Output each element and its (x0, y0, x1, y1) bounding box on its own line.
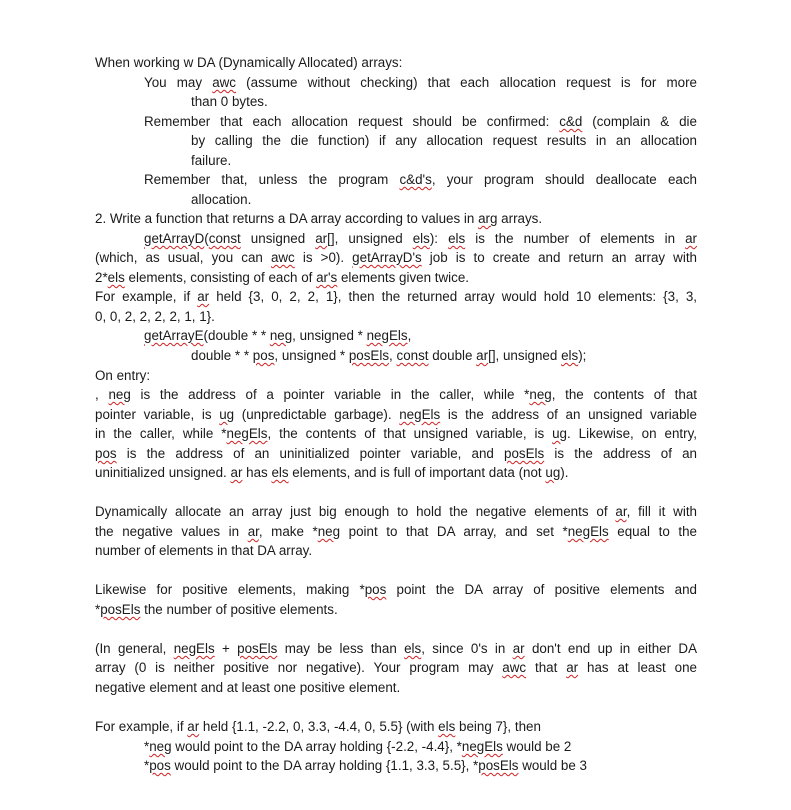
spellcheck-word: ug (219, 407, 235, 422)
text-line-cd-2 (191, 131, 697, 151)
text-line-dealloc-2 (191, 190, 251, 210)
text-line-getD-2 (95, 248, 697, 268)
spellcheck-word: negEls (173, 641, 215, 656)
text-line-ex1-2 (95, 307, 215, 327)
text-run: Remember that each allocation request should be confirmed: (144, 114, 560, 129)
spellcheck-word: arg (478, 211, 498, 226)
text-line-getE-2 (191, 346, 586, 366)
spellcheck-word: c&d's (399, 172, 432, 187)
spellcheck-word: els (438, 719, 456, 734)
text-run: , unsigned * (274, 348, 349, 363)
spellcheck-word: els (412, 231, 430, 246)
text-run: is >0). (294, 250, 353, 265)
spellcheck-word: pos (149, 758, 171, 773)
spellcheck-word: negEls (366, 328, 408, 343)
text-line-dyn-1 (95, 502, 697, 522)
text-run: (complain & die (582, 114, 697, 129)
text-run: would be 2 (502, 739, 572, 754)
spellcheck-word: neg (317, 524, 341, 539)
text-run: elements, and is full of important data (not (288, 465, 546, 480)
spellcheck-word: posEls (478, 758, 519, 773)
spellcheck-word: negEls (461, 739, 503, 754)
text-run: + (214, 641, 238, 656)
text-run: than 0 bytes. (191, 94, 268, 109)
text-run: failure. (191, 153, 232, 168)
text-run: (double * * (203, 328, 270, 343)
text-run: the negative values in (95, 524, 248, 539)
text-run: 0, 0, 2, 2, 2, 2, 1, 1}. (95, 309, 215, 324)
text-run: unsigned (240, 231, 316, 246)
text-line-entry-2 (95, 405, 697, 425)
text-run: Dynamically allocate an array just big enough to hold the negative elements of (95, 504, 616, 519)
spellcheck-word: getArrayD (144, 231, 205, 246)
text-run: , (407, 328, 412, 343)
text-run: in the caller, while * (95, 426, 227, 441)
text-line-dyn-3 (95, 541, 312, 561)
spellcheck-word: ar (187, 719, 200, 734)
text-run: array (0 is neither positive nor negative). Your program may (95, 660, 503, 675)
spellcheck-word: negEls (567, 524, 609, 539)
text-run: , the contents of that unsigned variable, is (267, 426, 553, 441)
text-run: , since 0's in (421, 641, 513, 656)
spellcheck-word: awc (502, 660, 527, 675)
text-run: the number of positive elements. (140, 602, 338, 617)
spellcheck-word: posEls (100, 602, 141, 617)
text-run: would point to the DA array holding {-2.2, -4.4}, * (171, 739, 462, 754)
spellcheck-word: ar (566, 660, 579, 675)
text-line-awc-2 (191, 92, 268, 112)
spellcheck-word: ar (615, 504, 627, 519)
spellcheck-word: ug (552, 426, 567, 441)
spellcheck-word: neg (269, 328, 293, 343)
spellcheck-word: ar (476, 348, 489, 363)
text-line-entry-1 (95, 385, 697, 405)
text-run: Likewise for positive elements, making * (95, 582, 365, 597)
text-line-getD-3 (95, 268, 469, 288)
text-run: would be 3 (518, 758, 587, 773)
text-line-ex1-1 (95, 287, 697, 307)
text-run: allocation. (191, 192, 252, 207)
spellcheck-word: ar's (316, 270, 338, 285)
spellcheck-word: getArrayE (144, 328, 204, 343)
text-run: Remember that, unless the program (144, 172, 400, 187)
text-run: [], unsigned (488, 348, 562, 363)
text-run: is the address of a pointer variable in the caller, while * (130, 387, 530, 402)
text-run: elements, consisting of each of (124, 270, 317, 285)
spellcheck-word: els (561, 348, 579, 363)
text-run: has (242, 465, 272, 480)
text-line-ex2-1 (144, 737, 571, 757)
spellcheck-word: pos (95, 446, 117, 461)
spellcheck-word: const (396, 348, 429, 363)
spellcheck-word: els (107, 270, 125, 285)
text-run: When working w DA (Dynamically Allocated) arrays: (95, 55, 403, 70)
text-run: is the address of an (544, 446, 698, 461)
spellcheck-word: c&d (559, 114, 583, 129)
text-run: uninitialized unsigned. (95, 465, 231, 480)
text-run: is the number of elements in (465, 231, 686, 246)
spellcheck-word: els (448, 231, 466, 246)
text-run: held {1.1, -2.2, 0, 3.3, -4.4, 0, 5.5} (with (199, 719, 439, 734)
spellcheck-word: ar (685, 231, 697, 246)
text-run: would point to the DA array holding {1.1, 3.3, 5.5}, * (170, 758, 479, 773)
spellcheck-word: neg (149, 739, 172, 754)
spellcheck-word: negEls (226, 426, 268, 441)
text-run: number of elements in that DA array. (95, 543, 313, 558)
spellcheck-word: neg (529, 387, 552, 402)
text-run: [], unsigned (327, 231, 413, 246)
text-run: equal to the (608, 524, 697, 539)
spellcheck-word: ug (545, 465, 561, 480)
text-run: arrays. (497, 211, 543, 226)
text-line-cd-3 (191, 151, 231, 171)
text-run: (which, as usual, you can (95, 250, 271, 265)
spellcheck-word: ar (247, 524, 259, 539)
text-line-like-1 (95, 580, 697, 600)
spellcheck-word: posEls (348, 348, 390, 363)
text-line-entry-0 (95, 366, 150, 386)
spellcheck-word: posEls (504, 446, 545, 461)
text-run: (assume without checking) that each allocation request is for more (236, 75, 697, 90)
text-run: For example, if (95, 289, 198, 304)
text-run: point to that DA array, and set * (340, 524, 568, 539)
text-run: ). (560, 465, 569, 480)
spellcheck-word: pos (252, 348, 275, 363)
spellcheck-word: ar (197, 289, 210, 304)
text-run: (unpredictable garbage). (234, 407, 400, 422)
spellcheck-word: pos (364, 582, 387, 597)
text-line-ex2-0 (95, 717, 541, 737)
text-line-getE-1 (144, 326, 411, 346)
text-run: . Likewise, on entry, (567, 426, 698, 441)
text-run: , (95, 387, 109, 402)
text-run: , your program should deallocate each (431, 172, 697, 187)
text-line-gen-2 (95, 658, 697, 678)
text-run: You may (144, 75, 213, 90)
text-run: pointer variable, is (95, 407, 220, 422)
text-run: ); (578, 348, 587, 363)
text-run: * (144, 739, 150, 754)
text-line-intro (95, 53, 402, 73)
text-run: ): (429, 231, 449, 246)
text-run: that (526, 660, 567, 675)
spellcheck-word: ar (512, 641, 525, 656)
text-run: * (95, 602, 101, 617)
spellcheck-word: posEls (237, 641, 278, 656)
text-run: elements given twice. (337, 270, 470, 285)
text-line-q2-title (95, 209, 542, 229)
text-line-like-2 (95, 600, 338, 620)
text-run: negative element and at least one positive element. (95, 680, 401, 695)
text-line-entry-5 (95, 463, 568, 483)
text-run: ( (204, 231, 209, 246)
text-line-dealloc-1 (144, 170, 697, 190)
text-line-gen-3 (95, 678, 400, 698)
spellcheck-word: getArrayD's (352, 250, 422, 265)
text-run: , unsigned * (292, 328, 367, 343)
text-run: has at least one (578, 660, 697, 675)
text-run: * (144, 758, 150, 773)
text-run: point the DA array of positive elements and (386, 582, 698, 597)
text-line-dyn-2 (95, 522, 697, 542)
spellcheck-word: awc (212, 75, 237, 90)
text-run: being 7}, then (455, 719, 541, 734)
text-run: , (389, 348, 397, 363)
spellcheck-word: els (404, 641, 422, 656)
text-run: For example, if (95, 719, 188, 734)
text-run: , the contents of that (551, 387, 697, 402)
text-run: , make * (258, 524, 318, 539)
spellcheck-word: ar (230, 465, 243, 480)
text-run: 2. Write a function that returns a DA array according to values in (95, 211, 479, 226)
spellcheck-word: awc (270, 250, 295, 265)
text-run: is the address of an unsigned variable (440, 407, 697, 422)
spellcheck-word: ar (315, 231, 328, 246)
text-run: , fill it with (626, 504, 697, 519)
text-run: double (428, 348, 477, 363)
text-run: (In general, (95, 641, 174, 656)
text-run: by calling the die function) if any allocation request results in an allocation (191, 133, 697, 148)
text-line-gen-1 (95, 639, 697, 659)
spellcheck-word: negEls (399, 407, 441, 422)
spellcheck-word: const (208, 231, 241, 246)
text-run: may be less than (277, 641, 405, 656)
spellcheck-word: neg (108, 387, 131, 402)
spellcheck-word: els (271, 465, 289, 480)
text-run: held {3, 0, 2, 2, 1}, then the returned array would hold 10 elements: {3, 3, (209, 289, 697, 304)
text-line-awc-1 (144, 73, 697, 93)
text-line-entry-4 (95, 444, 697, 464)
text-run: is the address of an uninitialized pointer variable, and (116, 446, 505, 461)
text-line-getD-1 (144, 229, 697, 249)
text-line-ex2-2 (144, 756, 587, 776)
text-run: don't end up in either DA (524, 641, 698, 656)
text-run: 2* (95, 270, 108, 285)
text-run: double * * (191, 348, 253, 363)
text-line-cd-1 (144, 112, 697, 132)
text-line-entry-3 (95, 424, 697, 444)
text-run: job is to create and return an array with (421, 250, 697, 265)
text-run: On entry: (95, 368, 151, 383)
